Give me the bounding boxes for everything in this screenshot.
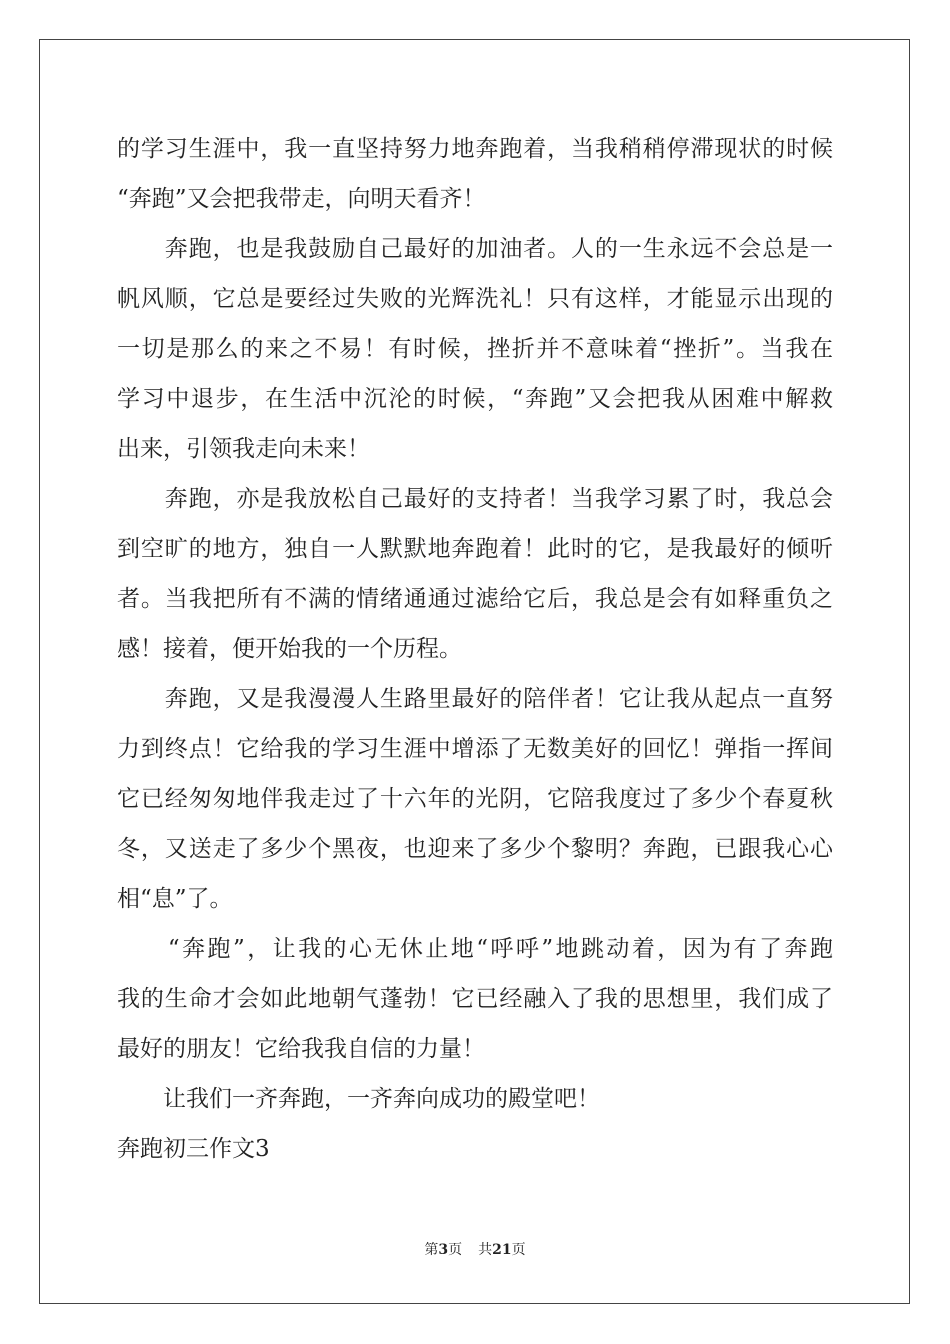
text-line: 奔跑，亦是我放松自己最好的支持者！当我学习累了时，我总会 bbox=[117, 486, 833, 512]
section-heading: 奔跑初三作文3 bbox=[117, 1136, 270, 1162]
text-line: 我的生命才会如此地朝气蓬勃！它已经融入了我的思想里，我们成了 bbox=[117, 986, 833, 1012]
text-line: 者。当我把所有不满的情绪通通过滤给它后，我总是会有如释重负之 bbox=[117, 586, 833, 612]
text-line: 冬，又送走了多少个黑夜，也迎来了多少个黎明？奔跑，已跟我心心 bbox=[117, 836, 833, 862]
text-line: 帆风顺，它总是要经过失败的光辉洗礼！只有这样，才能显示出现的 bbox=[117, 286, 833, 312]
text-line: 的学习生涯中，我一直坚持努力地奔跑着，当我稍稍停滞现状的时候 bbox=[117, 136, 833, 162]
text-line: 感！接着，便开始我的一个历程。 bbox=[117, 636, 462, 662]
text-line: 一切是那么的来之不易！有时候，挫折并不意味着“挫折”。当我在 bbox=[117, 336, 833, 362]
text-line: 学习中退步，在生活中沉沦的时候，“奔跑”又会把我从困难中解救 bbox=[117, 386, 833, 412]
text-line: “奔跑”，让我的心无休止地“呼呼”地跳动着，因为有了奔跑 bbox=[117, 936, 833, 962]
text-line: 奔跑，也是我鼓励自己最好的加油者。人的一生永远不会总是一 bbox=[117, 236, 833, 262]
text-line: 力到终点！它给我的学习生涯中增添了无数美好的回忆！弹指一挥间 bbox=[117, 736, 833, 762]
text-line: 出来，引领我走向未来！ bbox=[117, 436, 370, 462]
text-line: 它已经匆匆地伴我走过了十六年的光阴，它陪我度过了多少个春夏秋 bbox=[117, 786, 833, 812]
page-prefix: 第 bbox=[424, 1242, 439, 1258]
text-line: 让我们一齐奔跑，一齐奔向成功的殿堂吧！ bbox=[117, 1086, 600, 1112]
total-pages: 21 bbox=[492, 1242, 512, 1258]
text-line: 最好的朋友！它给我我自信的力量！ bbox=[117, 1036, 485, 1062]
page-footer bbox=[0, 1240, 950, 1260]
page-suffix: 页 bbox=[448, 1242, 463, 1258]
text-line: 到空旷的地方，独自一人默默地奔跑着！此时的它，是我最好的倾听 bbox=[117, 536, 833, 562]
total-prefix: 共 bbox=[478, 1242, 493, 1258]
text-line: 奔跑，又是我漫漫人生路里最好的陪伴者！它让我从起点一直努 bbox=[117, 686, 833, 712]
page-border bbox=[39, 39, 910, 1304]
total-suffix: 页 bbox=[511, 1242, 526, 1258]
text-line: “奔跑”又会把我带走，向明天看齐！ bbox=[117, 186, 486, 212]
text-line: 相“息”了。 bbox=[117, 886, 233, 912]
page-number: 3 bbox=[438, 1242, 449, 1258]
